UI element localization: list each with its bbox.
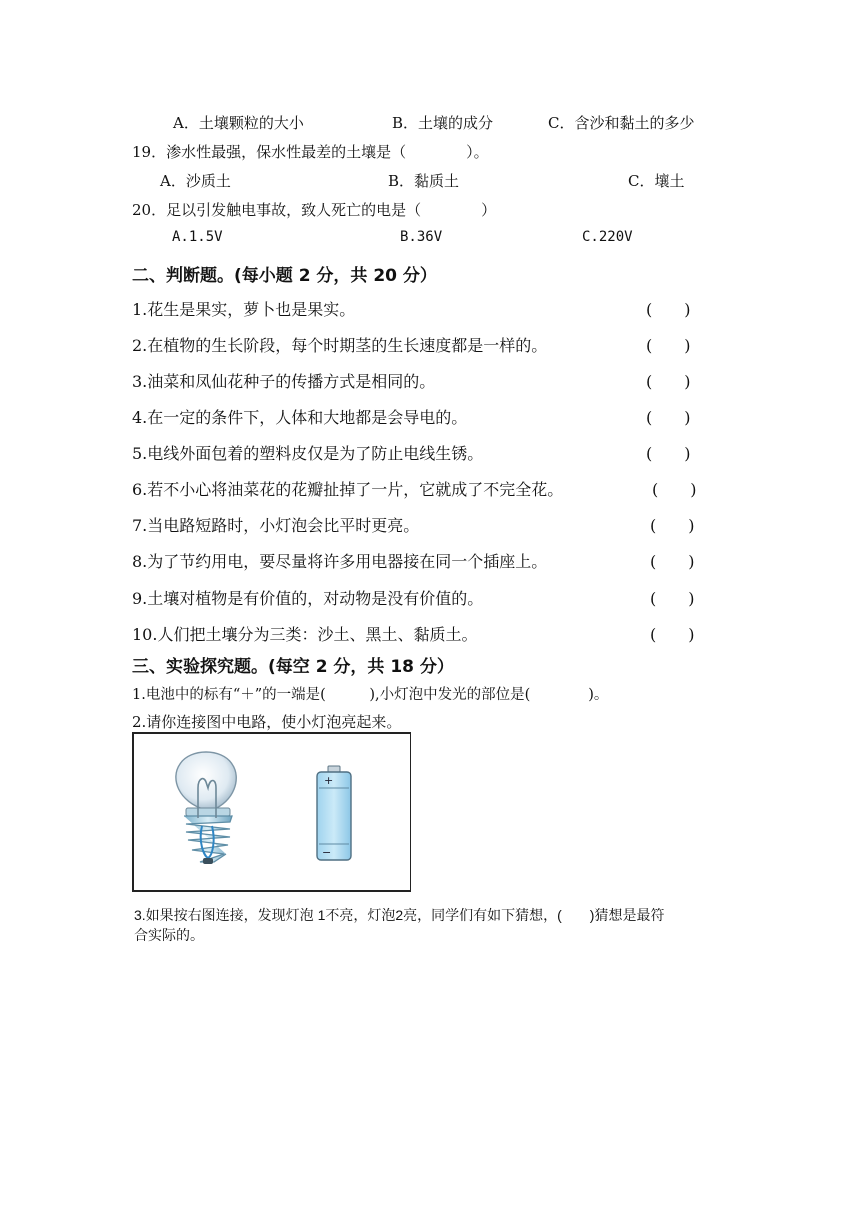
battery-negative-label: − <box>322 846 332 859</box>
answer-paren-6: ( ) <box>652 480 697 499</box>
answer-paren-1: ( ) <box>646 300 691 319</box>
judge-item-7: 7.当电路短路时，小灯泡会比平时更亮。 <box>132 516 420 535</box>
circuit-illustration <box>134 734 410 890</box>
answer-paren-9: ( ) <box>650 589 695 608</box>
section3-question-3-line2: 合实际的。 <box>134 927 204 943</box>
judge-item-6: 6.若不小心将油菜花的花瓣扯掉了一片，它就成了不完全花。 <box>132 480 564 499</box>
answer-paren-3: ( ) <box>646 372 691 391</box>
answer-paren-10: ( ) <box>650 625 695 644</box>
answer-paren-5: ( ) <box>646 444 691 463</box>
section3-question-3-line1: 3.如果按右图连接，发现灯泡 1不亮，灯泡2亮，同学们有如下猜想，( )猜想是最符 <box>134 907 665 923</box>
q18-option-b: B．土壤的成分 <box>392 114 494 132</box>
judge-item-3: 3.油菜和凤仙花种子的传播方式是相同的。 <box>132 372 436 391</box>
judge-item-1: 1.花生是果实，萝卜也是果实。 <box>132 300 356 319</box>
q18-option-a: A．土壤颗粒的大小 <box>173 114 304 132</box>
q20-option-c: C.220V <box>582 229 633 245</box>
light-bulb-icon <box>176 752 236 864</box>
q20-option-b: B.36V <box>400 229 443 245</box>
judge-item-9: 9.土壤对植物是有价值的，对动物是没有价值的。 <box>132 589 484 608</box>
q19-option-c: C．壤土 <box>628 172 685 190</box>
judge-item-5: 5.电线外面包着的塑料皮仅是为了防止电线生锈。 <box>132 444 484 463</box>
answer-paren-4: ( ) <box>646 408 691 427</box>
q18-option-c: C．含沙和黏土的多少 <box>548 114 695 132</box>
battery-positive-label: + <box>324 774 334 787</box>
q19-text: 19．渗水性最强，保水性最差的土壤是（ ）。 <box>132 143 489 161</box>
q20-option-a: A.1.5V <box>172 229 223 245</box>
battery-icon <box>317 766 351 860</box>
answer-paren-7: ( ) <box>650 516 695 535</box>
q20-text: 20．足以引发触电事故，致人死亡的电是（ ） <box>132 201 497 219</box>
judge-item-2: 2.在植物的生长阶段，每个时期茎的生长速度都是一样的。 <box>132 336 548 355</box>
answer-paren-8: ( ) <box>650 552 695 571</box>
answer-paren-2: ( ) <box>646 336 691 355</box>
section2-heading: 二、判断题。(每小题 2 分，共 20 分） <box>132 266 437 286</box>
judge-item-10: 10.人们把土壤分为三类：沙土、黑土、黏质土。 <box>132 625 478 644</box>
section3-question-1: 1.电池中的标有“＋”的一端是( ),小灯泡中发光的部位是( )。 <box>132 687 609 703</box>
judge-item-8: 8.为了节约用电，要尽量将许多用电器接在同一个插座上。 <box>132 552 548 571</box>
section3-question-2: 2.请你连接图中电路，使小灯泡亮起来。 <box>132 713 402 731</box>
circuit-figure <box>132 732 411 892</box>
section3-heading: 三、实验探究题。(每空 2 分，共 18 分） <box>132 657 454 677</box>
judge-item-4: 4.在一定的条件下，人体和大地都是会导电的。 <box>132 408 468 427</box>
q19-option-b: B．黏质土 <box>388 172 460 190</box>
q19-option-a: A．沙质土 <box>160 172 231 190</box>
